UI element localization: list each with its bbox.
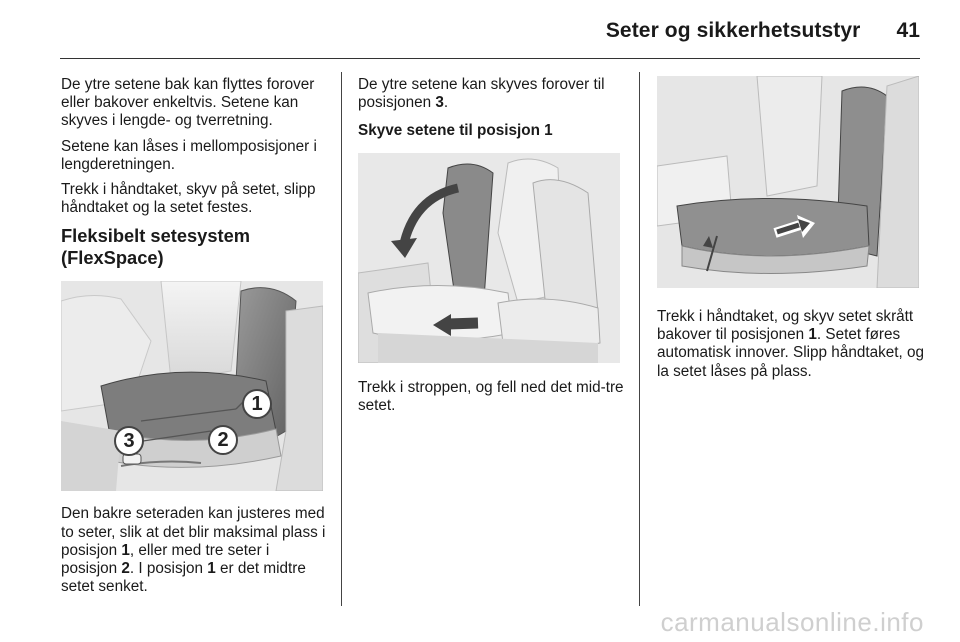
text-span: Trekk i håndtaket, og skyv setet skrått bakover til posisjonen [657, 308, 914, 344]
seat-illustration [657, 76, 919, 288]
paragraph: Trekk i håndtaket, skyv på setet, slipp håndtaket og la setet festes. [61, 181, 316, 217]
text-span: er det midtre setet senket. [61, 560, 306, 596]
bold-number: 1 [121, 541, 130, 559]
paragraph [61, 505, 329, 596]
section-title: Seter og sikkerhetsutstyr [605, 19, 861, 42]
callout-1: 1 [242, 389, 272, 419]
column-divider [341, 72, 342, 606]
column-3 [657, 76, 925, 388]
seat-lever-figure [61, 281, 323, 491]
bold-number: 1 [808, 326, 817, 344]
page-number: 41 [896, 19, 920, 42]
column-divider [639, 72, 640, 606]
subheading: Skyve setene til posisjon 1 [358, 122, 553, 140]
text-span: . Setet føres automatisk innover. Slipp håndtaket, og la setet låses på plass. [657, 326, 925, 380]
seat-illustration [358, 153, 620, 363]
watermark: carmanualsonline.info [660, 607, 924, 637]
heading-line: (FlexSpace) [61, 247, 164, 269]
callout-3: 3 [114, 426, 144, 456]
paragraph: De ytre setene bak kan flyttes forover eller bakover enkeltvis. Setene kan skyves i lengde- og tverretning. [61, 76, 315, 130]
bold-number: 1 [207, 560, 216, 578]
seat-illustration [61, 281, 323, 491]
column-2 [358, 76, 626, 422]
bold-number: 2 [121, 560, 130, 578]
page-title [606, 19, 920, 43]
column-1 [61, 76, 329, 603]
header-divider [60, 58, 920, 59]
text-span: . I posisjon [129, 560, 208, 578]
slide-seat-figure [657, 76, 919, 288]
text-span: De ytre setene kan skyves forover til posisjonen [358, 76, 605, 112]
figure-caption [657, 308, 925, 381]
bold-number: 3 [435, 94, 444, 112]
text-span: , eller med tre seter i posisjon [61, 541, 270, 578]
callout-2: 2 [208, 425, 238, 455]
figure-caption: Trekk i stroppen, og fell ned det mid-tre setet. [358, 378, 624, 414]
paragraph [358, 76, 626, 112]
heading-line: Fleksibelt setesystem [61, 225, 251, 247]
text-span: Den bakre seteraden kan justeres med to seter, slik at det blir maksimal plass i posisjon [61, 505, 326, 559]
section-heading [61, 225, 329, 269]
text-span: . [443, 94, 449, 112]
fold-seat-figure [358, 153, 620, 363]
paragraph: Setene kan låses i mellomposisjoner i lengderetningen. [61, 137, 317, 173]
